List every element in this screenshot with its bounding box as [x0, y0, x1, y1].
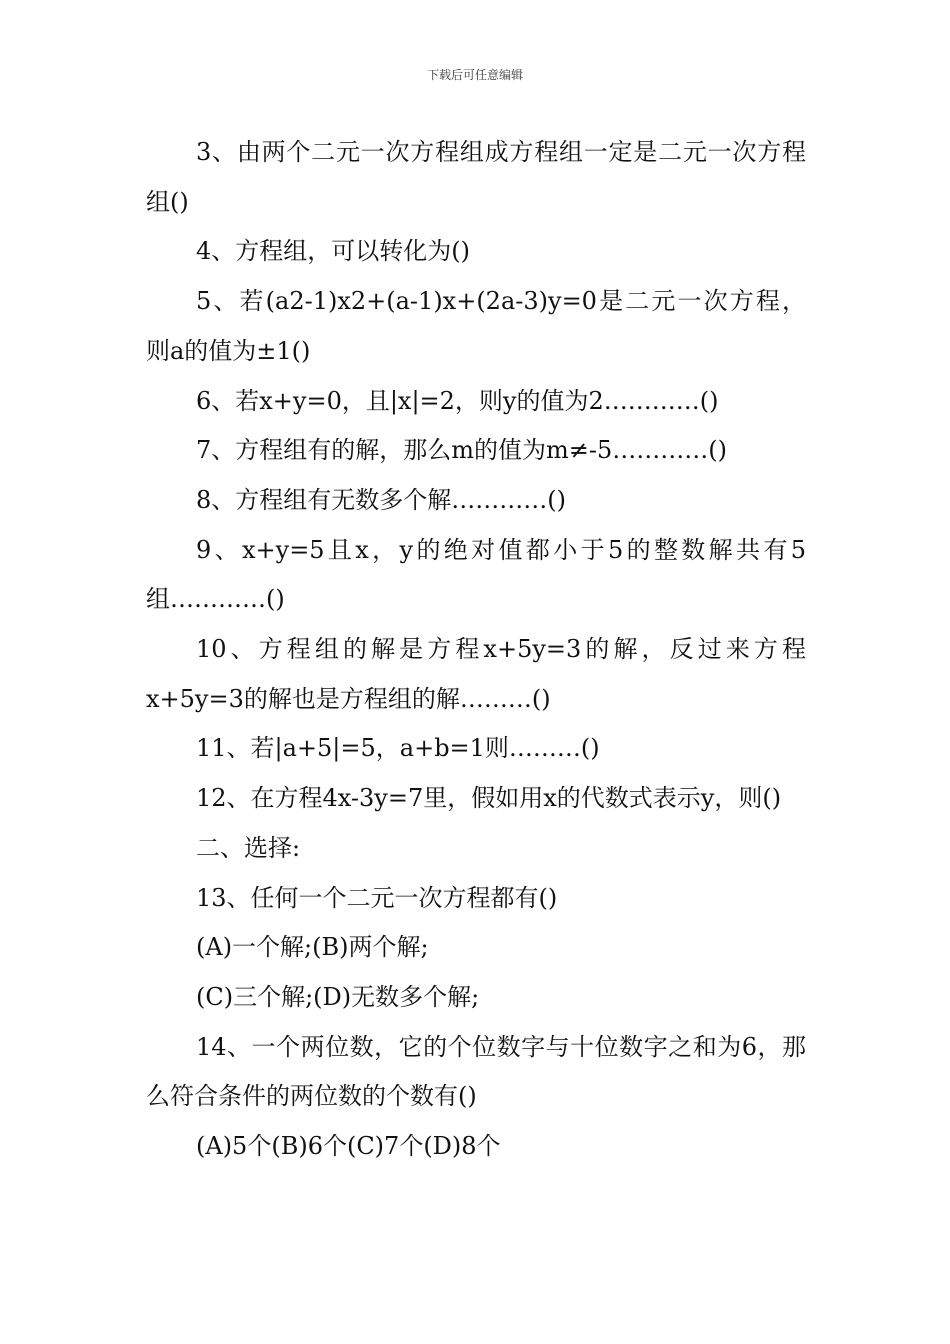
question-12: 12、在方程4x-3y=7里，假如用x的代数式表示y，则() — [196, 784, 782, 813]
question-14-options: (A)5个(B)6个(C)7个(D)8个 — [196, 1132, 501, 1161]
question-10: 10、方程组的解是方程x+5y=3的解，反过来方程x+5y=3的解也是方程组的解………() — [146, 635, 806, 713]
question-9: 9、x+y=5且x，y的绝对值都小于5的整数解共有5组…………() — [146, 535, 806, 614]
question-5: 5、若(a2-1)x2+(a-1)x+(2a-3)y=0是二元一次方程，则a的值为±1() — [146, 287, 806, 365]
question-6: 6、若x+y=0，且|x|=2，则y的值为2…………() — [196, 386, 719, 415]
question-13-options-cd: (C)三个解;(D)无数多个解; — [196, 982, 480, 1011]
question-11: 11、若|a+5|=5，a+b=1则………() — [196, 734, 600, 763]
question-8: 8、方程组有无数多个解…………() — [196, 485, 566, 514]
question-4: 4、方程组，可以转化为() — [196, 237, 470, 266]
question-7: 7、方程组有的解，那么m的值为m≠-5…………() — [196, 436, 727, 465]
question-3: 3、由两个二元一次方程组成方程组一定是二元一次方程组() — [146, 138, 806, 216]
question-13: 13、任何一个二元一次方程都有() — [196, 883, 558, 912]
question-13-options-ab: (A)一个解;(B)两个解; — [196, 933, 429, 962]
document-body — [146, 128, 806, 1172]
question-14: 14、一个两位数，它的个位数字与十位数字之和为6，那么符合条件的两位数的个数有() — [146, 1032, 806, 1111]
section-heading-choice: 二、选择: — [196, 833, 301, 862]
page-header: 下载后可任意编辑 — [426, 68, 523, 82]
